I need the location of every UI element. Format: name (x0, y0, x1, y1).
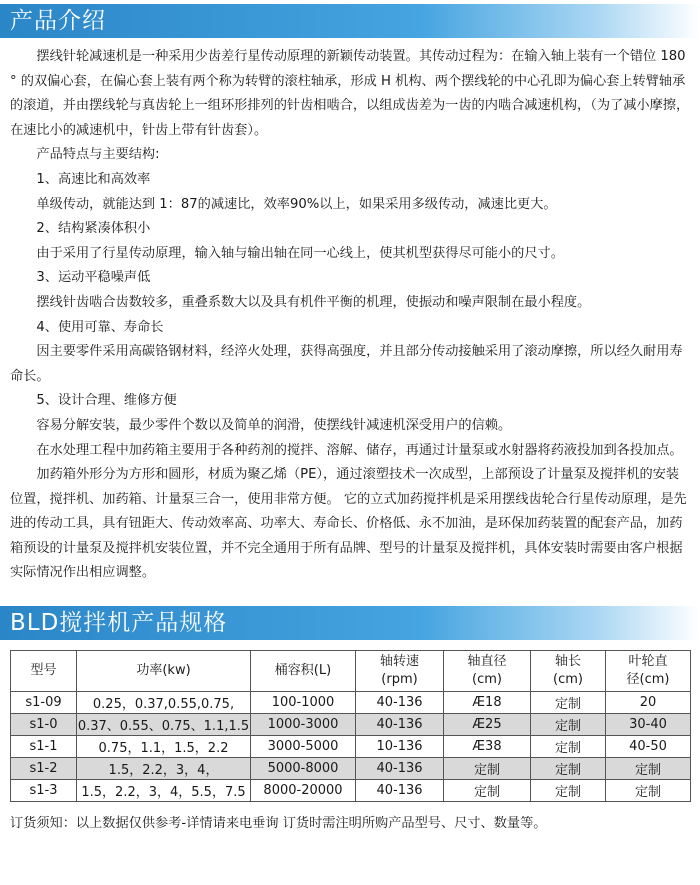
tank-paragraph: 加药箱外形分为方形和圆形，材质为聚乙烯（PE），通过滚塑技术一次成型，上部预设了计量泵及搅拌机的安装位置，搅拌机、加药箱、计量泵三合一，使用非常方便。 它的立式加药搅拌机是采用摆线齿轮合行星传动原理，是先进的传动工具，具有钮距大、传动效率高、功率大、寿命长、价格低、永不加油，是环保加药装置的配套产品，加药箱预设的计量泵及搅拌机安装位置，并不完全通用于所有品牌、型号的计量泵及搅拌机，具体安装时需要由客户根据实际情况作出相应调整。 (10, 467, 687, 581)
cell-model: s1-2 (11, 758, 77, 780)
col-header-power: 功率(kw) (77, 651, 251, 692)
col-header-shaft-length: 轴长 (cm) (531, 651, 606, 692)
cell-impeller-diameter: 30-40 (606, 714, 691, 736)
cell-shaft-length: 定制 (531, 736, 606, 758)
spec-table (10, 650, 691, 802)
cell-shaft-length: 定制 (531, 780, 606, 802)
application-paragraph: 在水处理工程中加药箱主要用于各种药剂的搅拌、溶解、储存，再通过计量泵或水射器将药液投加到各投加点。 (36, 442, 683, 458)
col-header-impeller-diameter: 叶轮直 径(cm) (606, 651, 691, 692)
feature-title-4: 4、使用可靠、寿命长 (36, 319, 164, 335)
cell-model: s1-3 (11, 780, 77, 802)
cell-model: s1-09 (11, 692, 77, 714)
cell-impeller-diameter: 20 (606, 692, 691, 714)
table-row (11, 714, 691, 736)
cell-impeller-diameter: 定制 (606, 780, 691, 802)
feature-title-2: 2、结构紧凑体积小 (36, 221, 151, 237)
table-row (11, 692, 691, 714)
cell-volume: 8000-20000 (251, 780, 356, 802)
cell-shaft-length: 定制 (531, 692, 606, 714)
cell-model: s1-1 (11, 736, 77, 758)
cell-speed: 40-136 (356, 692, 444, 714)
spec-table-header-row (11, 651, 691, 692)
cell-power: 0.37、0.55、0.75、1.1,1.5 (77, 714, 251, 736)
cell-shaft-diameter: 定制 (444, 780, 531, 802)
feature-desc-1: 单级传动，就能达到 1：87的减速比，效率90%以上，如果采用多级传动，减速比更大。 (36, 196, 557, 212)
intro-text-block (0, 38, 700, 586)
col-header-model: 型号 (11, 651, 77, 692)
cell-shaft-diameter: Æ18 (444, 692, 531, 714)
cell-shaft-length: 定制 (531, 758, 606, 780)
feature-desc-2: 由于采用了行星传动原理，输入轴与输出轴在同一心线上，使其机型获得尽可能小的尺寸。 (36, 245, 564, 261)
section-title-spec (0, 606, 700, 640)
feature-title-5: 5、设计合理、维修方便 (36, 393, 177, 409)
cell-impeller-diameter: 40-50 (606, 736, 691, 758)
cell-power: 1.5，2.2，3，4， (77, 758, 251, 780)
cell-speed: 40-136 (356, 780, 444, 802)
features-heading: 产品特点与主要结构: (36, 147, 160, 163)
cell-shaft-diameter: Æ38 (444, 736, 531, 758)
cell-impeller-diameter: 定制 (606, 758, 691, 780)
feature-desc-5: 容易分解安装，最少零件个数以及简单的润滑，使摆线针减速机深受用户的信赖。 (36, 417, 512, 433)
cell-speed: 40-136 (356, 758, 444, 780)
cell-shaft-diameter: Æ25 (444, 714, 531, 736)
cell-power: 0.25，0.37,0.55,0.75, (77, 692, 251, 714)
col-header-speed: 轴转速 (rpm) (356, 651, 444, 692)
cell-speed: 10-136 (356, 736, 444, 758)
col-header-volume: 桶容积(L) (251, 651, 356, 692)
section-title-intro-text: 产品介绍 (10, 8, 106, 34)
col-header-shaft-diameter: 轴直径 (cm) (444, 651, 531, 692)
cell-speed: 40-136 (356, 714, 444, 736)
cell-power: 1.5，2.2，3，4，5.5，7.5 (77, 780, 251, 802)
table-row (11, 736, 691, 758)
cell-volume: 3000-5000 (251, 736, 356, 758)
intro-paragraph: 摆线针轮减速机是一种采用少齿差行星传动原理的新颖传动装置。其传动过程为：在输入轴上装有一个错位 180 ° 的双偏心套，在偏心套上装有两个称为转臂的滚柱轴承，形成 H 机构、两个摆线轮的中心孔即为偏心套上转臂轴承的滚道，并由摆线轮与真齿轮上一组环形排列的针齿相啮合，以组成齿差为一齿的内啮合减速机构，（为了减小摩擦，在速比小的减速机中，针齿上带有针齿套）。 (10, 49, 690, 138)
feature-desc-4: 因主要零件采用高碳铬钢材料，经淬火处理，获得高强度，并且部分传动接触采用了滚动摩擦，所以经久耐用寿命长。 (10, 344, 683, 384)
section-title-intro (0, 4, 700, 38)
cell-volume: 100-1000 (251, 692, 356, 714)
order-note: 订货须知：以上数据仅供参考-详情请来电垂询 订货时需注明所购产品型号、尺寸、数量等。 (10, 816, 547, 832)
section-title-spec-text: BLD搅拌机产品规格 (10, 610, 228, 637)
feature-desc-3: 摆线针齿啮合齿数较多，重叠系数大以及具有机件平衡的机理，使振动和噪声限制在最小程度。 (36, 294, 591, 310)
cell-volume: 5000-8000 (251, 758, 356, 780)
table-row (11, 780, 691, 802)
cell-power: 0.75，1.1，1.5，2.2 (77, 736, 251, 758)
cell-shaft-diameter: 定制 (444, 758, 531, 780)
cell-shaft-length: 定制 (531, 714, 606, 736)
cell-volume: 1000-3000 (251, 714, 356, 736)
feature-title-1: 1、高速比和高效率 (36, 171, 151, 187)
table-row (11, 758, 691, 780)
feature-title-3: 3、运动平稳噪声低 (36, 270, 151, 286)
cell-model: s1-0 (11, 714, 77, 736)
